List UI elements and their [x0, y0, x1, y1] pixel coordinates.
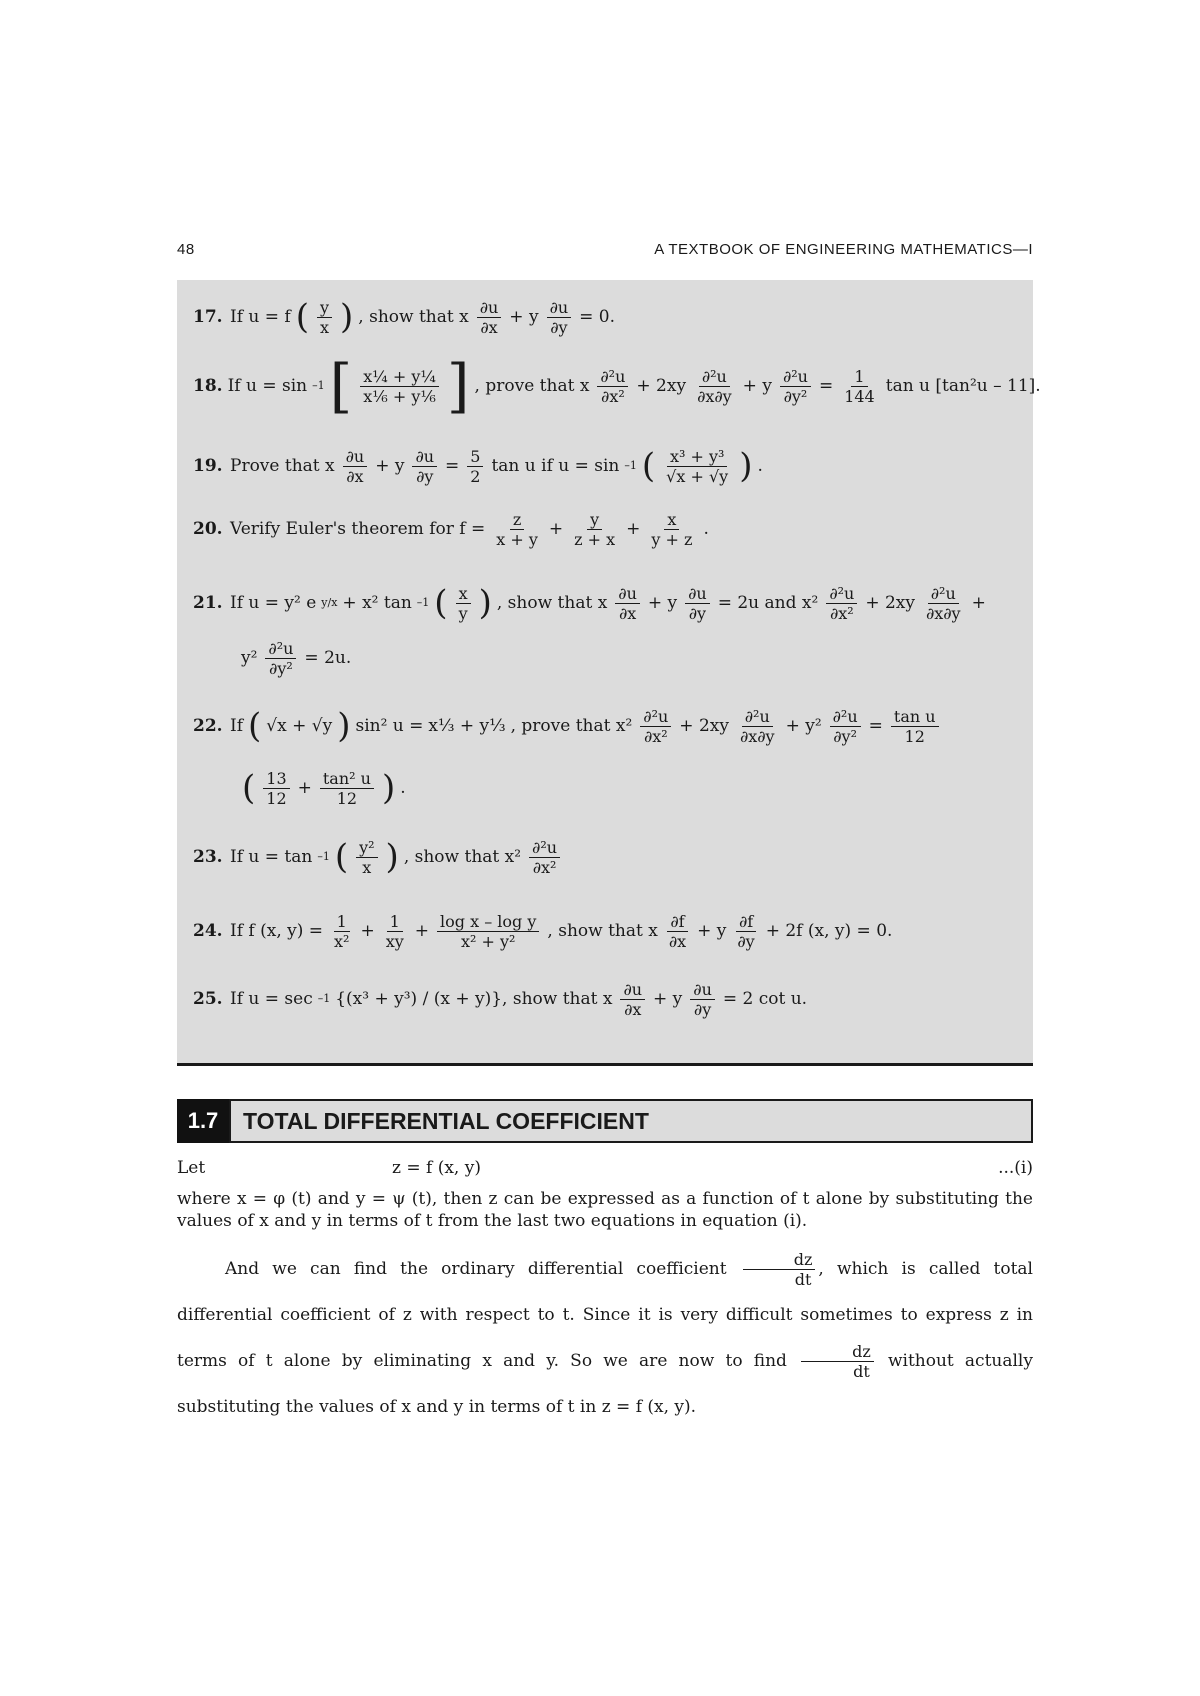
- equation-i: [177, 1158, 1033, 1182]
- let-word: Let: [177, 1158, 206, 1178]
- page-number: 48: [177, 241, 195, 258]
- exercise-24: 24. If f (x, y) = $\frac{1}{\text{x²}}$ + $\frac{1}{xy}$ + $\frac{\text{log x – log y}}{\text{x² + y²}}$ , show that x $\frac{\partial f}{\partial x}$ + y $\frac{\partial f}{\partial y}$ + 2f (x, y) = 0.: [193, 911, 893, 951]
- equation-text: z = f (x, y): [392, 1158, 481, 1178]
- section-title: TOTAL DIFFERENTIAL COEFFICIENT: [229, 1099, 1033, 1143]
- exercise-box: [177, 280, 1041, 1066]
- exercise-21: 21. If u = y² e y/x + x² tan –1 ( $\frac{x}{y}$ ) , show that x $\frac{\partial u}{\partial x}$ + y $\frac{\partial u}{\partial y}$ = 2u and x² $\frac{\text{∂²u}}{\text{∂x²}}$ + 2xy $\frac{\text{∂²u}}{\partial x\partial y}$ +: [193, 583, 986, 623]
- paragraph-2: And we can find the ordinary differential coefficient $\frac{dz}{dt}$ , which is called total differential coefficient of z with respect to t. Since it is very difficult sometimes to express z in terms of t alone by eliminating x and y. So we are now to find $\frac{dz}{dt}$ without actually substituting the values of x and y in terms of t in z = f (x, y).: [177, 1250, 1033, 1417]
- section-number: 1.7: [177, 1099, 229, 1143]
- exercise-22-cont: ( $\frac{13}{12}$ + $\frac{\text{tan² u}}{12}$ ) .: [242, 768, 406, 808]
- section-heading: [177, 1099, 1033, 1143]
- running-head: [177, 241, 1033, 263]
- paragraph-1: where x = φ (t) and y = ψ (t), then z can be expressed as a function of t alone by substituting the values of x and y in terms of t from the last two equations in equation (i).: [177, 1189, 1033, 1231]
- exercise-21-cont: y² $\frac{\text{∂²u}}{\text{∂y²}}$ = 2u.: [241, 638, 352, 678]
- exercise-17: 17. If u = f ( $\frac{y}{x}$ ) , show that x $\frac{\partial u}{\partial x}$ + y $\frac{\partial u}{\partial y}$ = 0.: [193, 297, 616, 337]
- exercise-20: 20. Verify Euler's theorem for f = $\frac{z}{x + y}$ + $\frac{y}{z + x}$ + $\frac{x}{y + z}$ .: [193, 509, 709, 549]
- exercise-19: 19. Prove that x $\frac{\partial u}{\partial x}$ + y $\frac{\partial u}{\partial y}$ = $\frac{5}{2}$ tan u if u = sin –1 ( $\frac{\text{x³ + y³}}{√x + √y}$ ) .: [193, 446, 763, 486]
- exercise-22: 22. If ( √x + √y ) sin² u = x⅓ + y⅓ , prove that x² $\frac{\text{∂²u}}{\text{∂x²}}$ + 2xy $\frac{\text{∂²u}}{\partial x\partial y}$ + y² $\frac{\text{∂²u}}{\text{∂y²}}$ = $\frac{\text{tan u}}{12}$: [193, 700, 1023, 752]
- exercise-23: 23. If u = tan –1 ( $\frac{\text{y²}}{x}$ ) , show that x² $\frac{\text{∂²u}}{\text{∂x²}}$: [193, 826, 1023, 888]
- equation-tag: ...(i): [998, 1158, 1033, 1178]
- exercise-18: 18. If u = sin –1 [ $\frac{\text{x¼ + y¼}}{\text{x⅙ + y⅙}}$ ] , prove that x $\frac{\text{∂²u}}{\text{∂x²}}$ + 2xy $\frac{\text{∂²u}}{\partial x\partial y}$ + y $\frac{\text{∂²u}}{\text{∂y²}}$ = $\frac{1}{144}$ tan u [tan²u – 11].: [193, 352, 1041, 420]
- book-title: A TEXTBOOK OF ENGINEERING MATHEMATICS—I: [654, 241, 1033, 258]
- exercise-25: 25. If u = sec –1 {(x³ + y³) / (x + y)}, show that x $\frac{\partial u}{\partial x}$ + y $\frac{\partial u}{\partial y}$ = 2 cot u.: [193, 979, 808, 1019]
